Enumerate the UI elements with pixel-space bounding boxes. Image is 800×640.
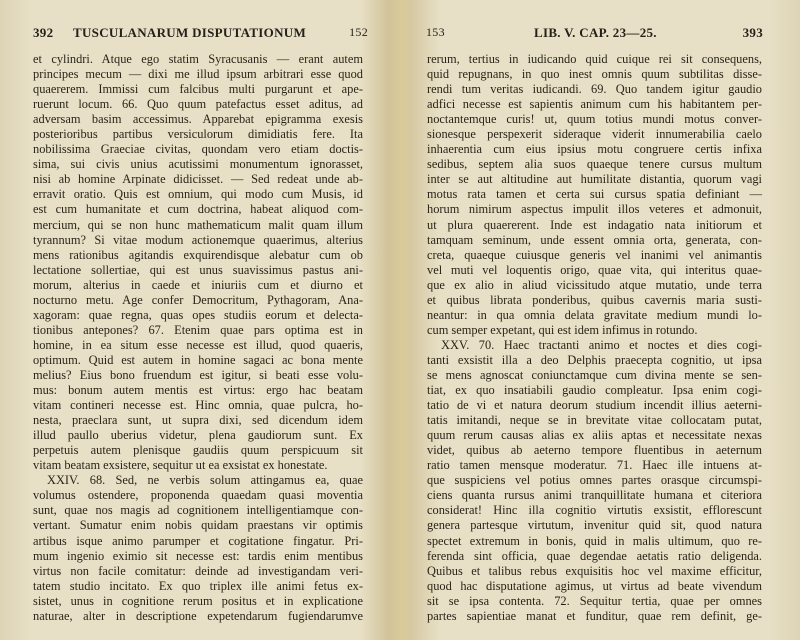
text-line: lectatione sollertiae, qui est unus suavissimus pastus ani- <box>33 262 363 277</box>
text-line: artibus isque animo parumper et cogitatione fingatur. Pri- <box>33 533 363 548</box>
text-line: que ex alio in aliud vicissitudo atque mutatio, unde terra <box>427 277 762 292</box>
text-line: nisi ab homine Arpinate didicisset. — Sed redeat unde ab- <box>33 172 363 187</box>
text-line: tyrannum? Si vitae modum actionemque quaerimus, alterius <box>33 232 363 247</box>
text-line: est cum humanitate et cum doctrina, habeat aliquod com- <box>33 202 363 217</box>
text-line: tatem studio incitato. Ex quo triplex ille animi fetus ex- <box>33 578 363 593</box>
text-line: creta, quaeque cuiusque generis vel inanimi vel animantis <box>427 247 762 262</box>
left-page-body <box>33 52 363 624</box>
right-page-number: 393 <box>742 25 763 40</box>
text-line: principes mecum — dixi me illud ipsum arbitrari esse quod <box>33 67 363 82</box>
text-line: ut plura quaererent. Inde est indagatio nata initiorum et <box>427 217 762 232</box>
text-line: nocturno metu. Age confer Democritum, Pythagoram, Ana- <box>33 292 363 307</box>
text-line: mus: bonum autem mentis est virtus: ergo hac beatam <box>33 383 363 398</box>
text-line: partes sapientiae manat et funditur, quae rem definit, ge- <box>427 608 762 623</box>
text-line: virtus non facile comitatur: deinde ad investigandam veri- <box>33 563 363 578</box>
right-page-header <box>426 25 763 43</box>
left-running-title: TUSCULANARUM DISPUTATIONUM <box>73 25 307 40</box>
text-line: homine, in ea situm esse necesse est illud, quod quaeris, <box>33 337 363 352</box>
text-line: perpetuis autem plenisque gaudiis quum perspicuum sit <box>33 443 363 458</box>
text-line: adversam basim accessimus. Apparebat epigramma exesis <box>33 112 363 127</box>
text-line: que suspiciens vel potius omnes partes orasque circumspi- <box>427 473 762 488</box>
text-line: tionibus antepones? 67. Etenim quae pars optima est in <box>33 322 363 337</box>
text-line: vitam contineri necesse est. Hinc omnia, quae pulcra, ho- <box>33 398 363 413</box>
text-line: tiat, ex quo insatiabili gaudio compleatur. Ipsa enim cogi- <box>427 383 762 398</box>
text-line: motus rata tamen et certa sui cursus spatia definiant — <box>427 187 762 202</box>
right-folio-number: 153 <box>426 25 445 39</box>
left-page-number: 392 <box>33 25 54 40</box>
text-line: tatis imitandi, neque se in brevitate vitae collocatam putat, <box>427 413 762 428</box>
text-line: ruerunt locum. 66. Quo quum patefactus esset aditus, ad <box>33 97 363 112</box>
text-line: xagoram: quae regna, quas opes studiis eorum et delecta- <box>33 307 363 322</box>
text-line: genera partesque virtutum, invenitur quid sit, quod natura <box>427 518 762 533</box>
text-line: melius? Eius bono fruendum est igitur, si beati esse volu- <box>33 367 363 382</box>
text-line: sedibus, septem alia suos quaeque tenere cursus multum <box>427 157 762 172</box>
text-line: sunt, quae nos magis ad cognitionem intelligentiamque con- <box>33 503 363 518</box>
left-page-header <box>33 25 368 43</box>
right-page <box>400 0 800 640</box>
text-line: noctantemque curis! ut, quum totius mundi motus conver- <box>427 112 762 127</box>
text-line: vitam beatam exsistere, sequitur ut ea exsistat ex honestate. <box>33 458 328 473</box>
text-line: nobilissima Graeciae civitas, quondam vero etiam doctis- <box>33 142 363 157</box>
text-line: mercium, qui se non hunc mathematicum malit quam illum <box>33 217 363 232</box>
text-line: illud paullo uberius videtur, plena gaudiorum sunt. Ex <box>33 428 363 443</box>
text-line: spectet extremum in bonis, quid in malis ultimum, quo re- <box>427 533 762 548</box>
text-line: nesta, praeclara sunt, ut supra dixi, sed dicendum idem <box>33 413 363 428</box>
text-line: XXV. 70. Haec tractanti animo et noctes et dies cogi- <box>441 337 762 352</box>
text-line: ferenda sint officia, quae degendae aetatis ratio deligenda. <box>427 548 762 563</box>
text-line: rendi tum veritas iudicandi. 69. Quo tandem igitur gaudio <box>427 82 762 97</box>
text-line: et cylindri. Atque ego statim Syracusanis — erant autem <box>33 52 363 66</box>
text-line: inhaerentia cum eius ipsius motu congruere certis infixa <box>427 142 762 157</box>
text-line: posterioribus partibus versiculorum dimidiatis fere. Ita <box>33 127 363 142</box>
text-line: tatio de vi et natura deorum studium incendit illius aeterni- <box>427 398 762 413</box>
text-line: mens rationibus agitandis exquirendisque alebatur cum ob <box>33 247 363 262</box>
text-line: se mens agnoscat coniunctamque cum divina mente se sen- <box>427 367 762 382</box>
text-line: et quibus librata ponderibus, quibus cavernis maria susti- <box>427 292 762 307</box>
text-line: sit se ipsa contenta. 72. Sequitur tertia, quae per omnes <box>427 593 762 608</box>
right-running-title: LIB. V. CAP. 23—25. <box>534 25 657 40</box>
text-line: mum ingenio eximio sit necesse est: tardis enim mentibus <box>33 548 363 563</box>
text-line: horum nimirum aspectus impulit illos veteres et admonuit, <box>427 202 762 217</box>
left-folio-number: 152 <box>349 25 368 39</box>
text-line: adfici necesse est sapientis animum cum his habitantem per- <box>427 97 762 112</box>
text-line: ciens quanta rursus animi tranquillitate humana et citeriora <box>427 488 762 503</box>
text-line: sima, sui civis unius acutissimi monumentum ignorasset, <box>33 157 363 172</box>
text-line: quum rerum causas alias ex aliis aptas et necessitate nexas <box>427 428 762 443</box>
text-line: optimum. Quid est autem in homine sagaci ac bona mente <box>33 352 363 367</box>
text-line: morum, alterius in caede et iniuriis cum et diurno et <box>33 277 363 292</box>
text-line: erravit oratio. Quis est omnium, qui modo cum Musis, id <box>33 187 363 202</box>
text-line: inter se aut altitudine aut humilitate distantia, quorum vagi <box>427 172 762 187</box>
text-line: quod hac disputatione agimus, ut virtus ad beate vivendum <box>427 578 762 593</box>
text-line: vel muti vel loquentis origo, quae vita, qui interitus quae- <box>427 262 762 277</box>
text-line: volumus ostendere, proponenda quaedam quasi moventia <box>33 488 363 503</box>
text-line: rerum, tertius in iudicando quid cuique rei sit consequens, <box>427 52 762 66</box>
text-line: quid repugnans, in quo inest omnis quum subtilitas disse- <box>427 67 762 82</box>
text-line: tanti exsistit illa a deo Delphis praecepta cognitio, ut ipsa <box>427 352 762 367</box>
text-line: tamquam seminum, unde essent omnia orta, generata, con- <box>427 232 762 247</box>
text-line: naturae, alter in descriptione expetendarum fugiendarumve <box>33 608 363 623</box>
text-line: XXIV. 68. Sed, ne verbis solum attingamus ea, quae <box>47 473 363 488</box>
text-line: sionesque perspexerit sideraque viderit innumerabilia caelo <box>427 127 762 142</box>
text-line: videt, quibus ab aeterno tempore fluentibus in aeternum <box>427 443 762 458</box>
text-line: cum semper expetant, qui est idem infimus in rotundo. <box>427 322 698 337</box>
text-line: Quibus et talibus rebus exquisitis hoc vel maxime efficitur, <box>427 563 762 578</box>
text-line: sistet, unus in cognitione rerum positus et in explicatione <box>33 593 363 608</box>
text-line: ratio tamen mensque moderatur. 71. Haec ille intuens at- <box>427 458 762 473</box>
right-page-body <box>427 52 762 624</box>
text-line: vertant. Sumatur enim nobis quidam praestans vir optimis <box>33 518 363 533</box>
text-line: neantur: in qua omnia delata gravitate medium mundi lo- <box>427 307 762 322</box>
text-line: quaererem. Immissi cum falcibus multi purgarunt et ape- <box>33 82 363 97</box>
text-line: considerat! Hinc illa cognitio virtutis exsistit, efflorescunt <box>427 503 762 518</box>
